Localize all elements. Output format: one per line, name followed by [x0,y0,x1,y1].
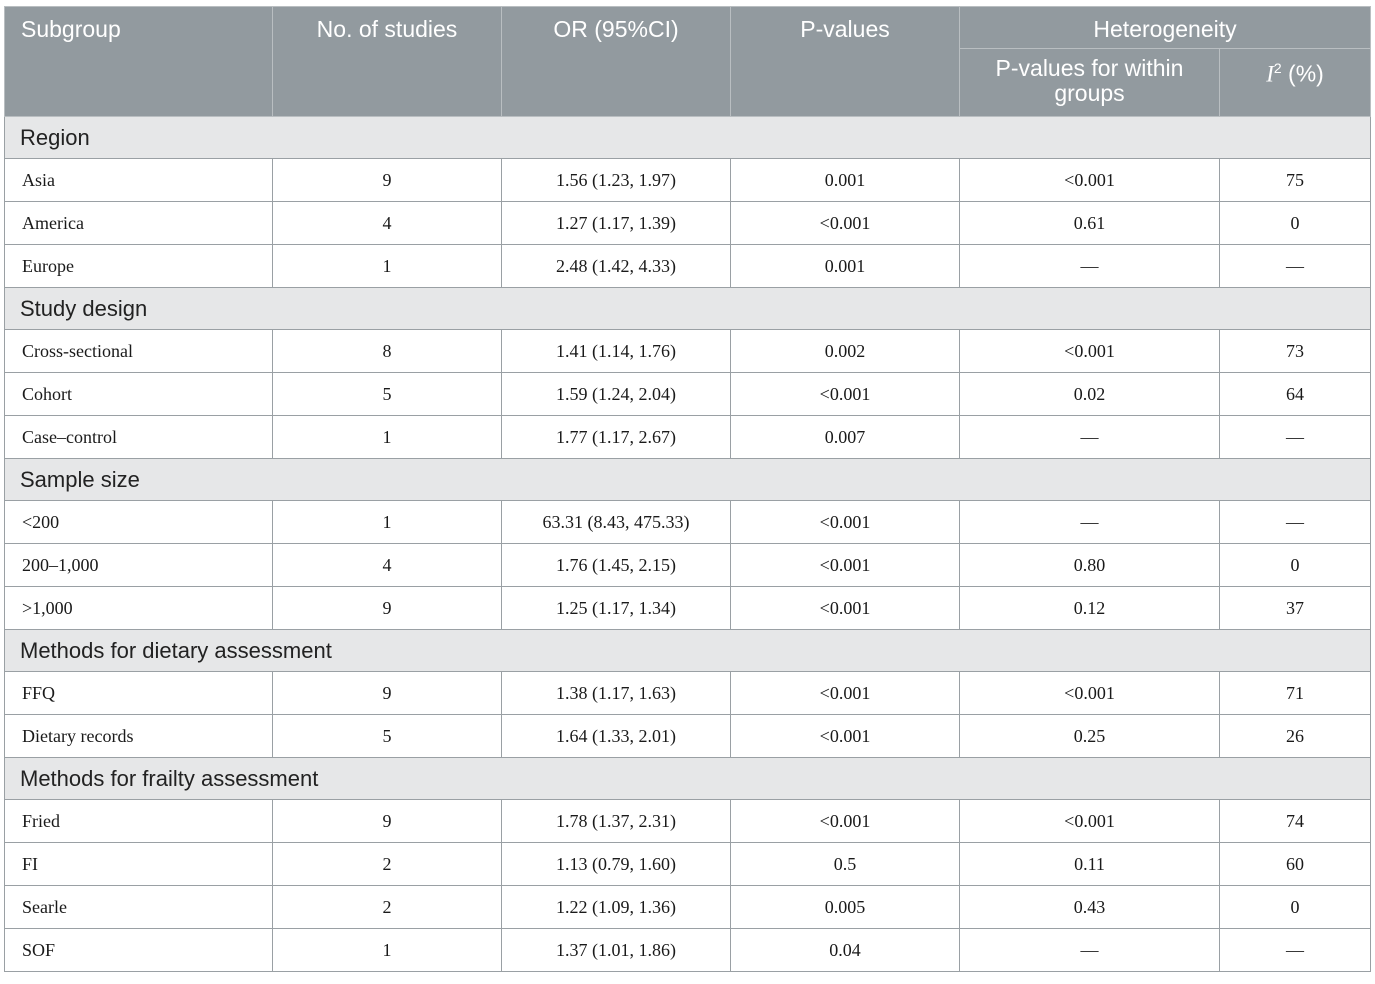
cell-or: 1.64 (1.33, 2.01) [502,715,731,758]
header-studies: No. of studies [273,7,502,117]
cell-subgroup: Cross-sectional [5,330,273,373]
table-body [5,117,1371,972]
cell-within-p: 0.61 [960,202,1220,245]
table-row [5,544,1371,587]
cell-studies: 9 [273,672,502,715]
cell-pvalue: 0.007 [731,416,960,459]
table-row [5,330,1371,373]
cell-within-p: — [960,416,1220,459]
cell-pvalue: <0.001 [731,373,960,416]
cell-subgroup: <200 [5,501,273,544]
cell-studies: 4 [273,544,502,587]
cell-i2: 0 [1220,886,1371,929]
cell-studies: 1 [273,929,502,972]
group-row [5,758,1371,800]
cell-within-p: 0.12 [960,587,1220,630]
cell-subgroup: FI [5,843,273,886]
cell-within-p: — [960,245,1220,288]
cell-studies: 9 [273,587,502,630]
cell-pvalue: 0.001 [731,245,960,288]
header-i2 [1220,49,1371,117]
cell-within-p: 0.02 [960,373,1220,416]
cell-i2: 60 [1220,843,1371,886]
cell-within-p: 0.80 [960,544,1220,587]
cell-within-p: <0.001 [960,159,1220,202]
cell-or: 63.31 (8.43, 475.33) [502,501,731,544]
cell-i2: 0 [1220,202,1371,245]
i2-unit: (%) [1288,60,1324,87]
cell-within-p: — [960,501,1220,544]
group-label: Region [5,117,1371,159]
cell-or: 2.48 (1.42, 4.33) [502,245,731,288]
table-row [5,715,1371,758]
cell-subgroup: Cohort [5,373,273,416]
table-row [5,929,1371,972]
group-row [5,630,1371,672]
cell-subgroup: Dietary records [5,715,273,758]
cell-pvalue: 0.001 [731,159,960,202]
cell-or: 1.77 (1.17, 2.67) [502,416,731,459]
cell-pvalue: <0.001 [731,202,960,245]
cell-i2: 0 [1220,544,1371,587]
cell-studies: 8 [273,330,502,373]
cell-studies: 4 [273,202,502,245]
cell-studies: 2 [273,886,502,929]
table-row [5,245,1371,288]
cell-pvalue: 0.04 [731,929,960,972]
cell-i2: 75 [1220,159,1371,202]
table-row [5,159,1371,202]
cell-i2: — [1220,416,1371,459]
cell-studies: 1 [273,245,502,288]
cell-pvalue: 0.005 [731,886,960,929]
cell-or: 1.59 (1.24, 2.04) [502,373,731,416]
table-row [5,501,1371,544]
table-row [5,672,1371,715]
cell-within-p: <0.001 [960,800,1220,843]
cell-or: 1.13 (0.79, 1.60) [502,843,731,886]
cell-within-p: <0.001 [960,672,1220,715]
table-row [5,373,1371,416]
cell-i2: 74 [1220,800,1371,843]
table-row [5,202,1371,245]
header-pvalues: P-values [731,7,960,117]
cell-pvalue: <0.001 [731,715,960,758]
cell-subgroup: America [5,202,273,245]
header-subgroup: Subgroup [5,7,273,117]
cell-i2: 37 [1220,587,1371,630]
cell-subgroup: Europe [5,245,273,288]
cell-or: 1.22 (1.09, 1.36) [502,886,731,929]
cell-studies: 1 [273,416,502,459]
cell-studies: 9 [273,800,502,843]
cell-subgroup: Asia [5,159,273,202]
cell-i2: — [1220,929,1371,972]
cell-i2: — [1220,501,1371,544]
header-heterogeneity: Heterogeneity [960,7,1371,49]
cell-studies: 5 [273,715,502,758]
subgroup-analysis-table [4,6,1371,972]
cell-i2: 26 [1220,715,1371,758]
cell-i2: 73 [1220,330,1371,373]
cell-pvalue: <0.001 [731,800,960,843]
cell-subgroup: Searle [5,886,273,929]
cell-studies: 1 [273,501,502,544]
cell-studies: 9 [273,159,502,202]
table-row [5,886,1371,929]
cell-or: 1.27 (1.17, 1.39) [502,202,731,245]
cell-pvalue: <0.001 [731,672,960,715]
cell-within-p: <0.001 [960,330,1220,373]
cell-i2: — [1220,245,1371,288]
i2-superscript: 2 [1273,60,1282,76]
cell-studies: 2 [273,843,502,886]
group-row [5,117,1371,159]
group-label: Methods for dietary assessment [5,630,1371,672]
table-row [5,800,1371,843]
header-or: OR (95%CI) [502,7,731,117]
cell-or: 1.37 (1.01, 1.86) [502,929,731,972]
cell-subgroup: Fried [5,800,273,843]
cell-i2: 71 [1220,672,1371,715]
cell-or: 1.76 (1.45, 2.15) [502,544,731,587]
cell-subgroup: SOF [5,929,273,972]
table-header [5,7,1371,117]
table-row [5,416,1371,459]
cell-pvalue: 0.5 [731,843,960,886]
cell-or: 1.78 (1.37, 2.31) [502,800,731,843]
group-label: Study design [5,288,1371,330]
cell-subgroup: FFQ [5,672,273,715]
cell-or: 1.38 (1.17, 1.63) [502,672,731,715]
cell-pvalue: <0.001 [731,587,960,630]
table-row [5,843,1371,886]
cell-pvalue: <0.001 [731,501,960,544]
cell-within-p: 0.11 [960,843,1220,886]
cell-subgroup: >1,000 [5,587,273,630]
cell-within-p: — [960,929,1220,972]
group-row [5,288,1371,330]
cell-pvalue: <0.001 [731,544,960,587]
header-within-groups: P-values for within groups [960,49,1220,117]
i2-letter: I [1266,61,1274,87]
table-row [5,587,1371,630]
group-row [5,459,1371,501]
cell-or: 1.56 (1.23, 1.97) [502,159,731,202]
cell-pvalue: 0.002 [731,330,960,373]
cell-within-p: 0.43 [960,886,1220,929]
group-label: Methods for frailty assessment [5,758,1371,800]
group-label: Sample size [5,459,1371,501]
cell-subgroup: 200–1,000 [5,544,273,587]
cell-or: 1.25 (1.17, 1.34) [502,587,731,630]
cell-within-p: 0.25 [960,715,1220,758]
cell-or: 1.41 (1.14, 1.76) [502,330,731,373]
cell-subgroup: Case–control [5,416,273,459]
cell-studies: 5 [273,373,502,416]
cell-i2: 64 [1220,373,1371,416]
